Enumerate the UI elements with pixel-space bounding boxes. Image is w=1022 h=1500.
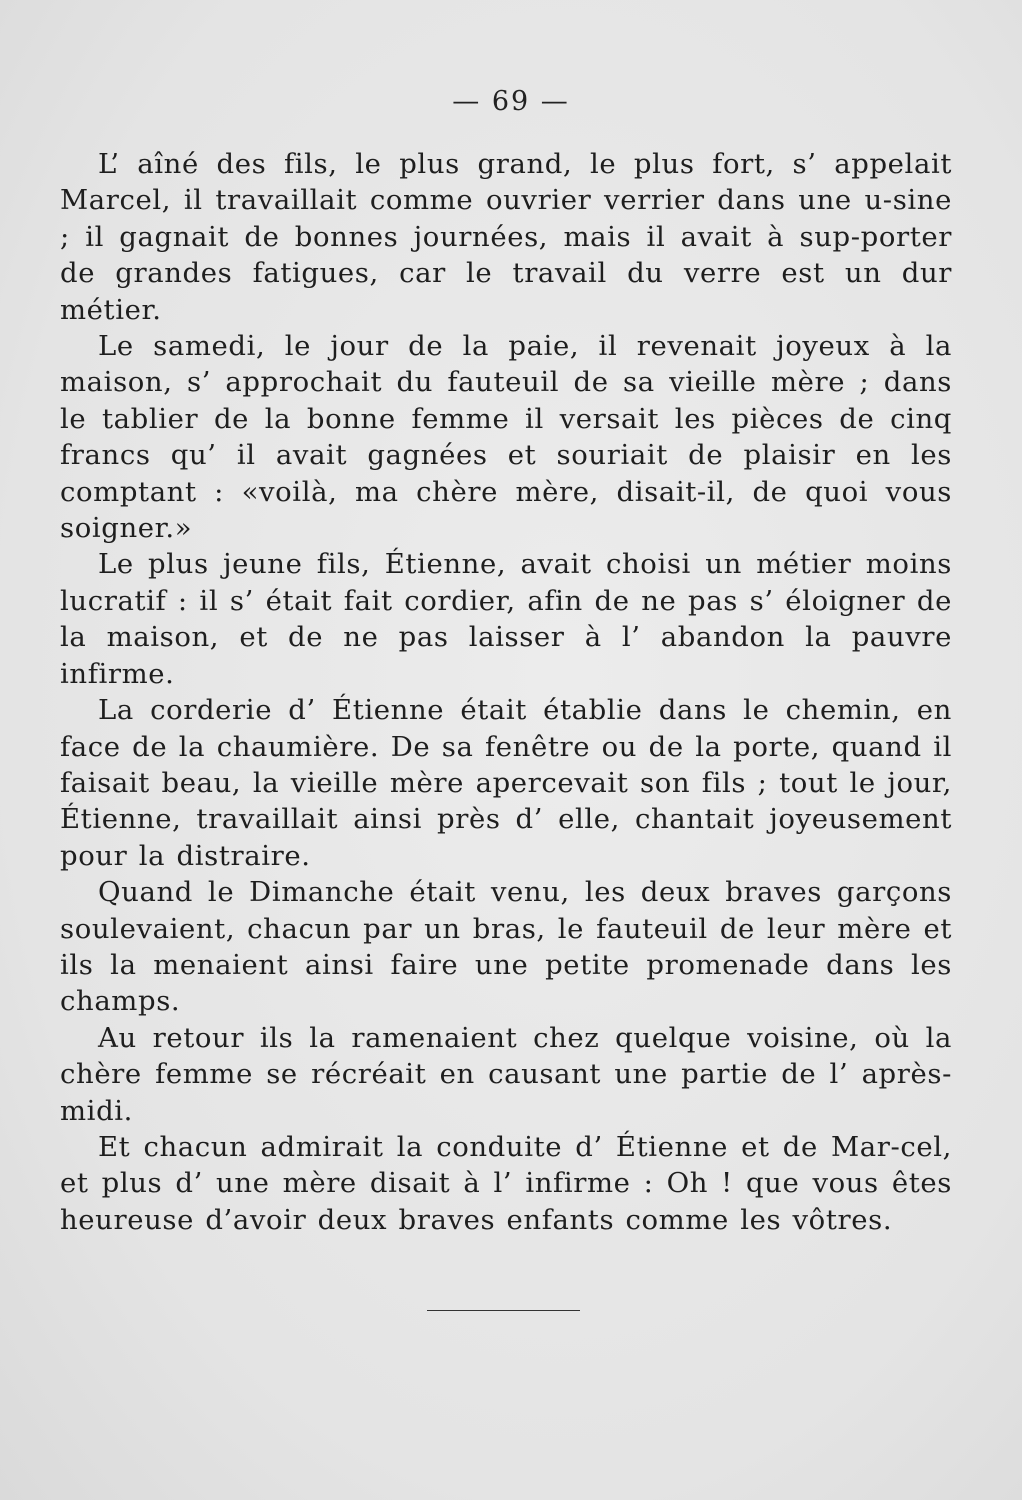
paragraph-dimanche: Quand le Dimanche était venu, les deux braves garçons soulevaient, chacun par un bras, le fauteuil de leur mère et ils la menaient ainsi faire une petite promenade dans les champs. — [60, 876, 952, 1018]
paragraph-corderie: La corderie d’ Étienne était établie dans le chemin, en face de la chaumière. De sa fenêtre ou de la porte, quand il faisait beau, la vieille mère apercevait son fils ; tout le jour, Étienne, travaillait ainsi près d’ elle, chantait joyeusement pour la distraire. — [60, 694, 952, 872]
page-body — [60, 146, 952, 1238]
paragraph-marcel: L’ aîné des fils, le plus grand, le plus fort, s’ appelait Marcel, il travaillait comme ouvrier verrier dans une u-sine ; il gagnait de bonnes journées, mais il avait à sup-porter de grandes fatigues, car le travail du verre est un dur métier. — [60, 148, 952, 326]
paragraph-etienne: Le plus jeune fils, Étienne, avait choisi un métier moins lucratif : il s’ était fait cordier, afin de ne pas s’ éloigner de la maison, et de ne pas laisser à l’ abandon la pauvre infirme. — [60, 548, 952, 690]
paragraph-samedi: Le samedi, le jour de la paie, il revenait joyeux à la maison, s’ approchait du fauteuil de sa vieille mère ; dans le tablier de la bonne femme il versait les pièces de cinq francs qu’ il avait gagnées et souriait de plaisir en les comptant : «voilà, ma chère mère, disait-il, de quoi vous soigner.» — [60, 330, 952, 545]
end-rule — [427, 1310, 580, 1311]
paragraph-retour: Au retour ils la ramenaient chez quelque voisine, où la chère femme se récréait en causant une partie de l’ après-midi. — [60, 1021, 952, 1127]
paragraph-conclusion: Et chacun admirait la conduite d’ Étienne et de Mar-cel, et plus d’ une mère disait à l’ infirme : Oh ! que vous êtes heureuse d’avoir deux braves enfants comme les vôtres. — [60, 1130, 952, 1236]
page-number: — 69 — — [452, 86, 570, 117]
